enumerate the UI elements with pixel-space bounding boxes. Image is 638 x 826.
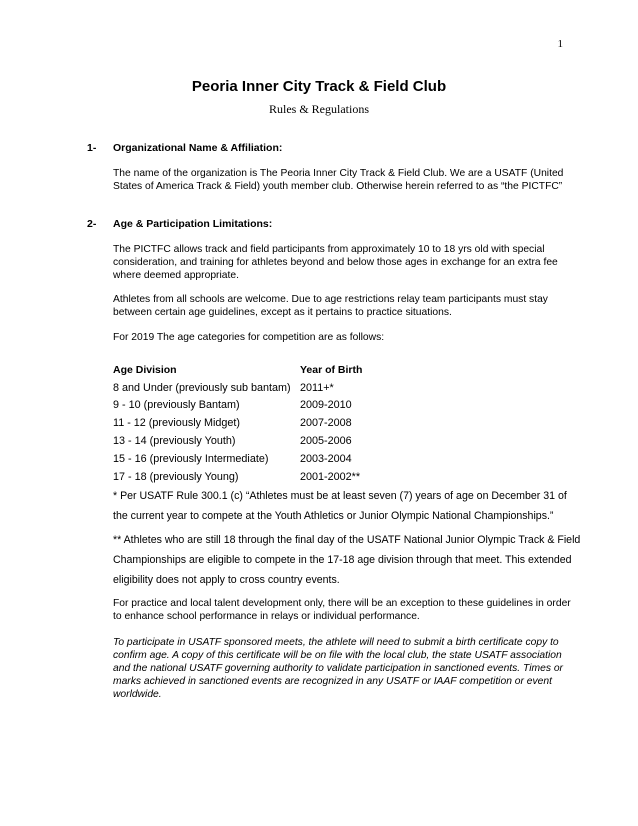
table-row [113, 397, 362, 415]
footnote-usatf-rule: * Per USATF Rule 300.1 (c) “Athletes must be at least seven (7) years of age on December 31 of the current year to compete at the Youth Athletics or Junior Olympic National Championships.” [113, 490, 567, 522]
year-of-birth-cell: 2005-2006 [300, 435, 352, 448]
year-of-birth-cell: 2007-2008 [300, 417, 352, 430]
page-number: 1 [557, 38, 563, 50]
year-of-birth-cell: 2011+* [300, 381, 334, 394]
column-header-year-of-birth: Year of Birth [300, 363, 363, 376]
table-row [113, 468, 362, 486]
paragraph-age-categories-intro: For 2019 The age categories for competition are as follows: [113, 332, 385, 343]
age-division-cell: 15 - 16 (previously Intermediate) [113, 452, 269, 465]
footnote-age-eligibility: ** Athletes who are still 18 through the final day of the USATF National Junior Olympic Track & Field Championships are eligible to compete in the 17-18 age division through that meet. This extended eligibility does not apply to cross country events. [113, 534, 581, 586]
paragraph-practice-exception: For practice and local talent development only, there will be an exception to these guidelines in order to enhance school performance in relays or individual performance. [113, 598, 571, 622]
age-division-table [113, 361, 362, 486]
paragraph-birth-certificate: To participate in USATF sponsored meets, the athlete will need to submit a birth certificate copy to confirm age. A copy of this certificate will be on file with the local club, the state USATF association and the national USATF governing authority to validate participation in sanctioned events. Times or marks achieved in sanctioned events are recognized in any USATF or IAAF competition or event worldwide. [113, 637, 563, 700]
year-of-birth-cell: 2003-2004 [300, 452, 352, 465]
section-title: Organizational Name & Affiliation: [113, 142, 283, 154]
document-subtitle: Rules & Regulations [269, 102, 369, 116]
year-of-birth-cell: 2009-2010 [300, 399, 352, 412]
table-row [113, 432, 362, 450]
table-row [113, 450, 362, 468]
age-division-cell: 17 - 18 (previously Young) [113, 470, 239, 483]
table-row [113, 414, 362, 432]
age-division-cell: 13 - 14 (previously Youth) [113, 435, 236, 448]
table-row [113, 379, 362, 397]
document-title: Peoria Inner City Track & Field Club [191, 78, 447, 95]
paragraph-schools: Athletes from all schools are welcome. Due to age restrictions relay team participants must stay between certain age guidelines, except as it pertains to practice situations. [113, 294, 548, 318]
year-of-birth-cell: 2001-2002** [300, 470, 361, 483]
section-heading-2 [87, 218, 272, 230]
section-number: 1- [87, 142, 97, 154]
paragraph-org-name: The name of the organization is The Peoria Inner City Track & Field Club. We are a USATF (United States of America Track & Field) youth member club. Otherwise herein referred to as “the PICTFC” [113, 168, 564, 192]
paragraph-age-limits: The PICTFC allows track and field participants from approximately 10 to 18 yrs old with special consideration, and training for athletes beyond and below those ages in exchange for an extra fee where deemed appropriate. [113, 244, 558, 281]
section-title: Age & Participation Limitations: [113, 218, 273, 230]
age-division-cell: 11 - 12 (previously Midget) [113, 417, 241, 430]
table-header-row [113, 361, 362, 379]
column-header-age-division: Age Division [113, 363, 177, 376]
section-heading-1 [87, 142, 282, 154]
section-number: 2- [87, 218, 97, 230]
age-division-cell: 9 - 10 (previously Bantam) [113, 399, 240, 412]
age-division-cell: 8 and Under (previously sub bantam) [113, 381, 291, 394]
